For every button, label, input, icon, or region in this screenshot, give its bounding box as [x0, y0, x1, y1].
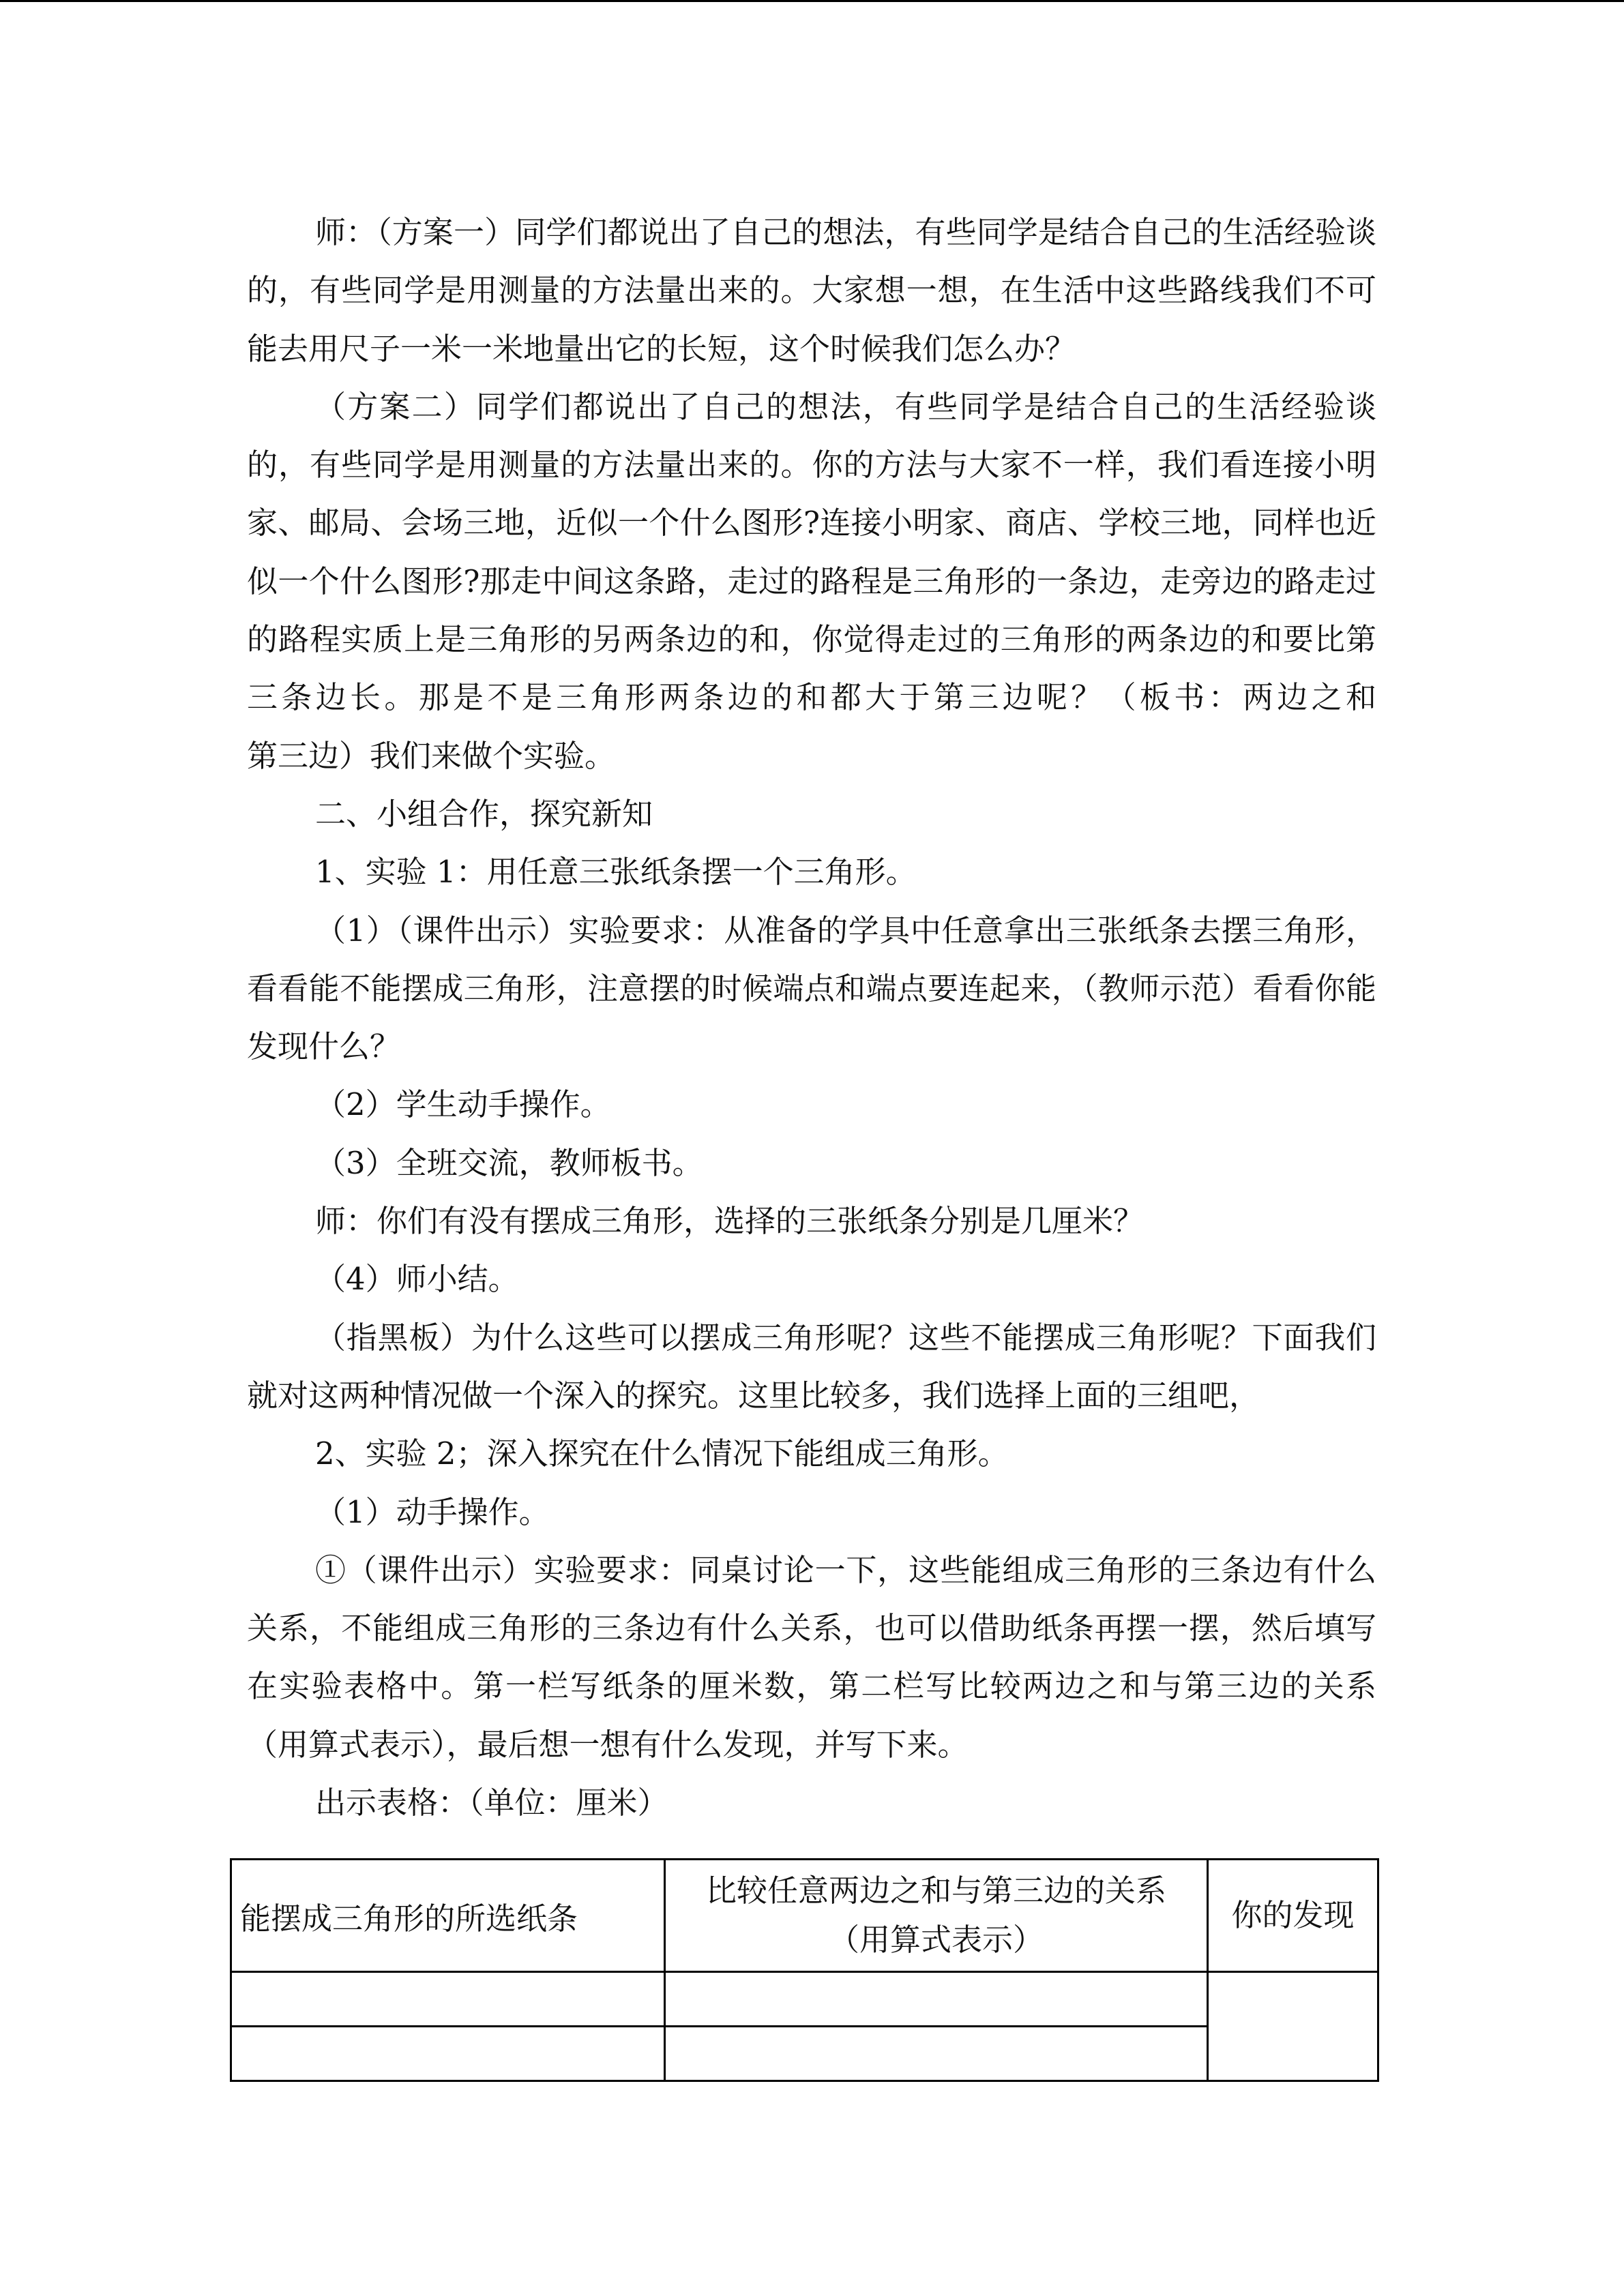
experiment-table [230, 1858, 1379, 2082]
paragraph: （1）动手操作。 [315, 1493, 550, 1530]
table-caption: 出示表格：（单位：厘米） [315, 1785, 668, 1821]
paragraph: 2、实验 2；深入探究在什么情况下能组成三角形。 [315, 1435, 1009, 1472]
experiment-table-container [230, 1858, 1379, 2082]
header-cell-relation [665, 1860, 1208, 1972]
paragraph: 师：（方案一）同学们都说出了自己的想法，有些同学是结合自己的生活经验谈的，有些同学是用测量的方法量出来的。大家想一想，在生活中这些路线我们不可能去用尺子一米一米地量出它的长短，这个时候我们怎么办？ [247, 214, 1376, 367]
table-cell-finding [1208, 1972, 1378, 2081]
header-cell-finding: 你的发现 [1208, 1860, 1378, 1972]
table-cell-relation [665, 1972, 1208, 2027]
paragraph: （指黑板）为什么这些可以摆成三角形呢？这些不能摆成三角形呢？下面我们就对这两种情况做一个深入的探究。这里比较多，我们选择上面的三组吧， [247, 1319, 1376, 1414]
table-header-row [231, 1860, 1378, 1972]
paragraph: 师：你们有没有摆成三角形，选择的三张纸条分别是几厘米？ [315, 1203, 1145, 1240]
paragraph: （1）（课件出示）实验要求：从准备的学具中任意拿出三张纸条去摆三角形，看看能不能摆成三角形，注意摆的时候端点和端点要连起来，（教师示范）看看你能发现什么？ [247, 912, 1376, 1065]
table-row [231, 1972, 1378, 2027]
table-cell-relation [665, 2027, 1208, 2081]
header-relation-line2: （用算式表示） [828, 1922, 1044, 1958]
table-cell-strips [231, 2027, 665, 2081]
paragraph: （方案二）同学们都说出了自己的想法，有些同学是结合自己的生活经验谈的，有些同学是用测量的方法量出来的。你的方法与大家不一样，我们看连接小明家、邮局、会场三地，近似一个什么图形?连接小明家、商店、学校三地，同样也近似一个什么图形?那走中间这条路，走过的路程是三角形的一条边，走旁边的路走过的路程实质上是三角形的另两条边的和，你觉得走过的三角形的两条边的和要比第三条边长。那是不是三角形两条边的和都大于第三边呢？（板书：两边之和 第三边）我们来做个实验。 [247, 388, 1475, 774]
section-heading: 二、小组合作，探究新知 [315, 795, 653, 832]
paragraph: （4）师小结。 [315, 1261, 519, 1298]
header-relation-line1: 比较任意两边之和与第三边的关系 [705, 1873, 1166, 1909]
paragraph: （2）学生动手操作。 [315, 1086, 611, 1123]
top-border-line [0, 0, 1624, 2]
paragraph: （3）全班交流，教师板书。 [315, 1144, 703, 1181]
table-cell-strips [231, 1972, 665, 2027]
paragraph: ①（课件出示）实验要求：同桌讨论一下，这些能组成三角形的三条边有什么关系，不能组成三角形的三条边有什么关系，也可以借助纸条再摆一摆，然后填写在实验表格中。第一栏写纸条的厘米数，第二栏写比较两边之和与第三边的关系（用算式表示），最后想一想有什么发现，并写下来。 [247, 1551, 1376, 1763]
paragraph: 1、实验 1：用任意三张纸条摆一个三角形。 [315, 854, 917, 891]
table-row [231, 2027, 1378, 2081]
document-body [247, 203, 1475, 1832]
header-cell-strips: 能摆成三角形的所选纸条 [231, 1860, 665, 1972]
